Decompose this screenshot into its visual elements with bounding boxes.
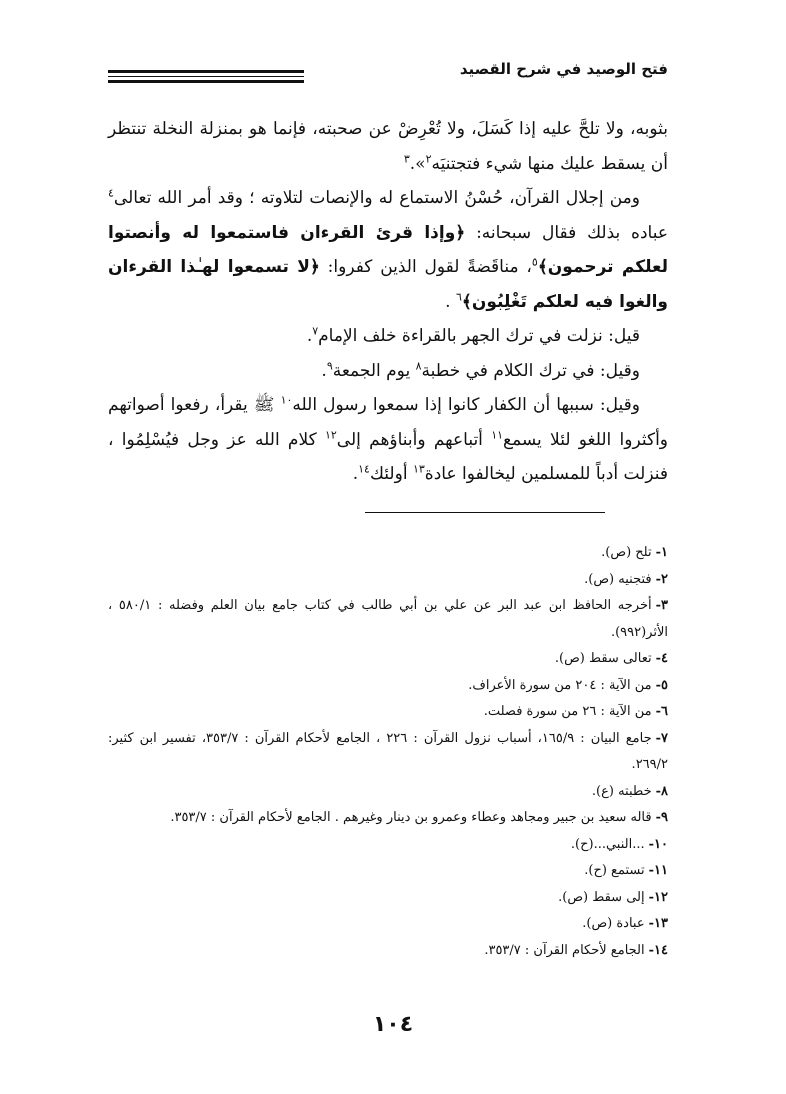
paragraph-2: ومن إجلال القرآن، حُسْنُ الاستماع له والإنصات لتلاوته ؛ وقد أمر الله تعالى$^٤$ عباده بذلك فقال سبحانه: ﴿وإذا قرئ القرءان فاستمعوا له وأنصتوا لعلكم ترحمون﴾$^٥$، مناقَضةً لقول الذين كفروا: ﴿لا تسمعوا لهـٰذا القرءان والغوا فيه لعلكم تَغْلِبُون﴾$^٦$ . [108,186,668,312]
footnote-ref-2: ٢ [425,151,432,165]
footnote-item: ١٣-عبادة (ص). [582,916,668,931]
paragraph-4: وقيل: في ترك الكلام في خطبة$^٨$ يوم الجمعة$^٩$. [321,358,640,381]
running-header [108,58,668,88]
paragraph-5: وقيل: سببها أن الكفار كانوا إذا سمعوا رسول الله$^{١٠}$ ﷺ يقرأ، رفعوا أصواتهم وأكثروا اللغو لئلا يسمع$^{١١}$ أتباعهم وأبناؤهم إلى$^{١٢}$ كلام الله عز وجل فيُسْلِمُوا ، فنزلت أدباً للمسلمين ليخالفوا عادة$^{١٣}$ أولئك$^{١٤}$. [108,393,669,484]
header-rule [108,70,304,83]
footnote-ref-11: ١١ [491,427,504,441]
footnote-ref-9: ٩ [326,358,333,372]
quran-verse-2: ﴿لا تسمعوا لهـٰذا القرءان والغوا فيه لعلكم تَغْلِبُون﴾ [108,257,668,312]
footnote-item: ٤-تعالى سقط (ص). [554,651,668,666]
footnote-item: ٣-أخرجه الحافظ ابن عبد البر عن علي بن أبي طالب في كتاب جامع بيان العلم وفضله : ٥٨٠/١ ، الأثر(٩٩٢). [108,598,669,640]
footnote-item: ١١-تستمع (ح). [584,863,668,878]
footnote-item: ٩-قاله سعيد بن جبير ومجاهد وعطاء وعمرو بن دينار وغيرهم . الجامع لأحكام القرآن : ٣٥٣/٧. [170,810,668,825]
footnote-ref-6: ٦ [455,289,462,303]
footnote-item: ٨-خطبته (ع). [591,783,668,799]
footnote-item: ٧-جامع البيان : ١٦٥/٩، أسباب نزول القرآن : ٢٢٦ ، الجامع لأحكام القرآن : ٣٥٣/٧، تفسير ابن كثير: ٢٦٩/٢. [108,730,668,772]
footnote-ref-10: ١٠ [280,393,293,407]
footnote-item: ١٠-...النبي...(ح). [570,836,668,852]
footnote-item: ٢-فتجنيه (ص). [584,571,668,587]
header-title: فتح الوصيد في شرح القصيد [459,60,668,78]
footnotes-list [108,540,668,964]
paragraph-1: بثوبه، ولا تلحَّ عليه إذا كَسَلَ، ولا تُعْرِضْ عن صحبته، فإنما هو بمنزلة النخلة تنتظر أن يسقط عليك منها شيء فتجتنيَه$^٢$».$^٣$ [108,119,668,174]
paragraph-3: قيل: نزلت في ترك الجهر بالقراءة خلف الإمام$^٧$. [306,324,640,346]
footnote-ref-8: ٨ [415,358,422,372]
footnote-item: ٥-من الآية : ٢٠٤ من سورة الأعراف. [468,677,668,693]
footnote-separator [365,512,605,513]
page-number: ١٠٤ [372,1012,414,1037]
footnote-item: ١٤-الجامع لأحكام القرآن : ٣٥٣/٧. [484,942,668,958]
quran-verse-1: ﴿وإذا قرئ القرءان فاستمعوا له وأنصتوا لعلكم ترحمون﴾ [108,222,668,277]
footnote-ref-5: ٥ [531,255,538,269]
footnote-ref-13: ١٣ [412,462,425,476]
footnote-ref-14: ١٤ [358,462,370,476]
footnote-item: ١٢-إلى سقط (ص). [558,889,668,905]
footnote-ref-3: ٣ [403,151,410,165]
footnote-ref-7: ٧ [312,324,319,338]
footnote-item: ١-تلح (ص). [601,545,668,560]
footnote-ref-12: ١٢ [324,427,337,441]
footnote-ref-4: ٤ [108,186,114,200]
main-text [108,112,668,492]
footnote-item: ٦-من الآية : ٢٦ من سورة فصلت. [483,704,668,719]
